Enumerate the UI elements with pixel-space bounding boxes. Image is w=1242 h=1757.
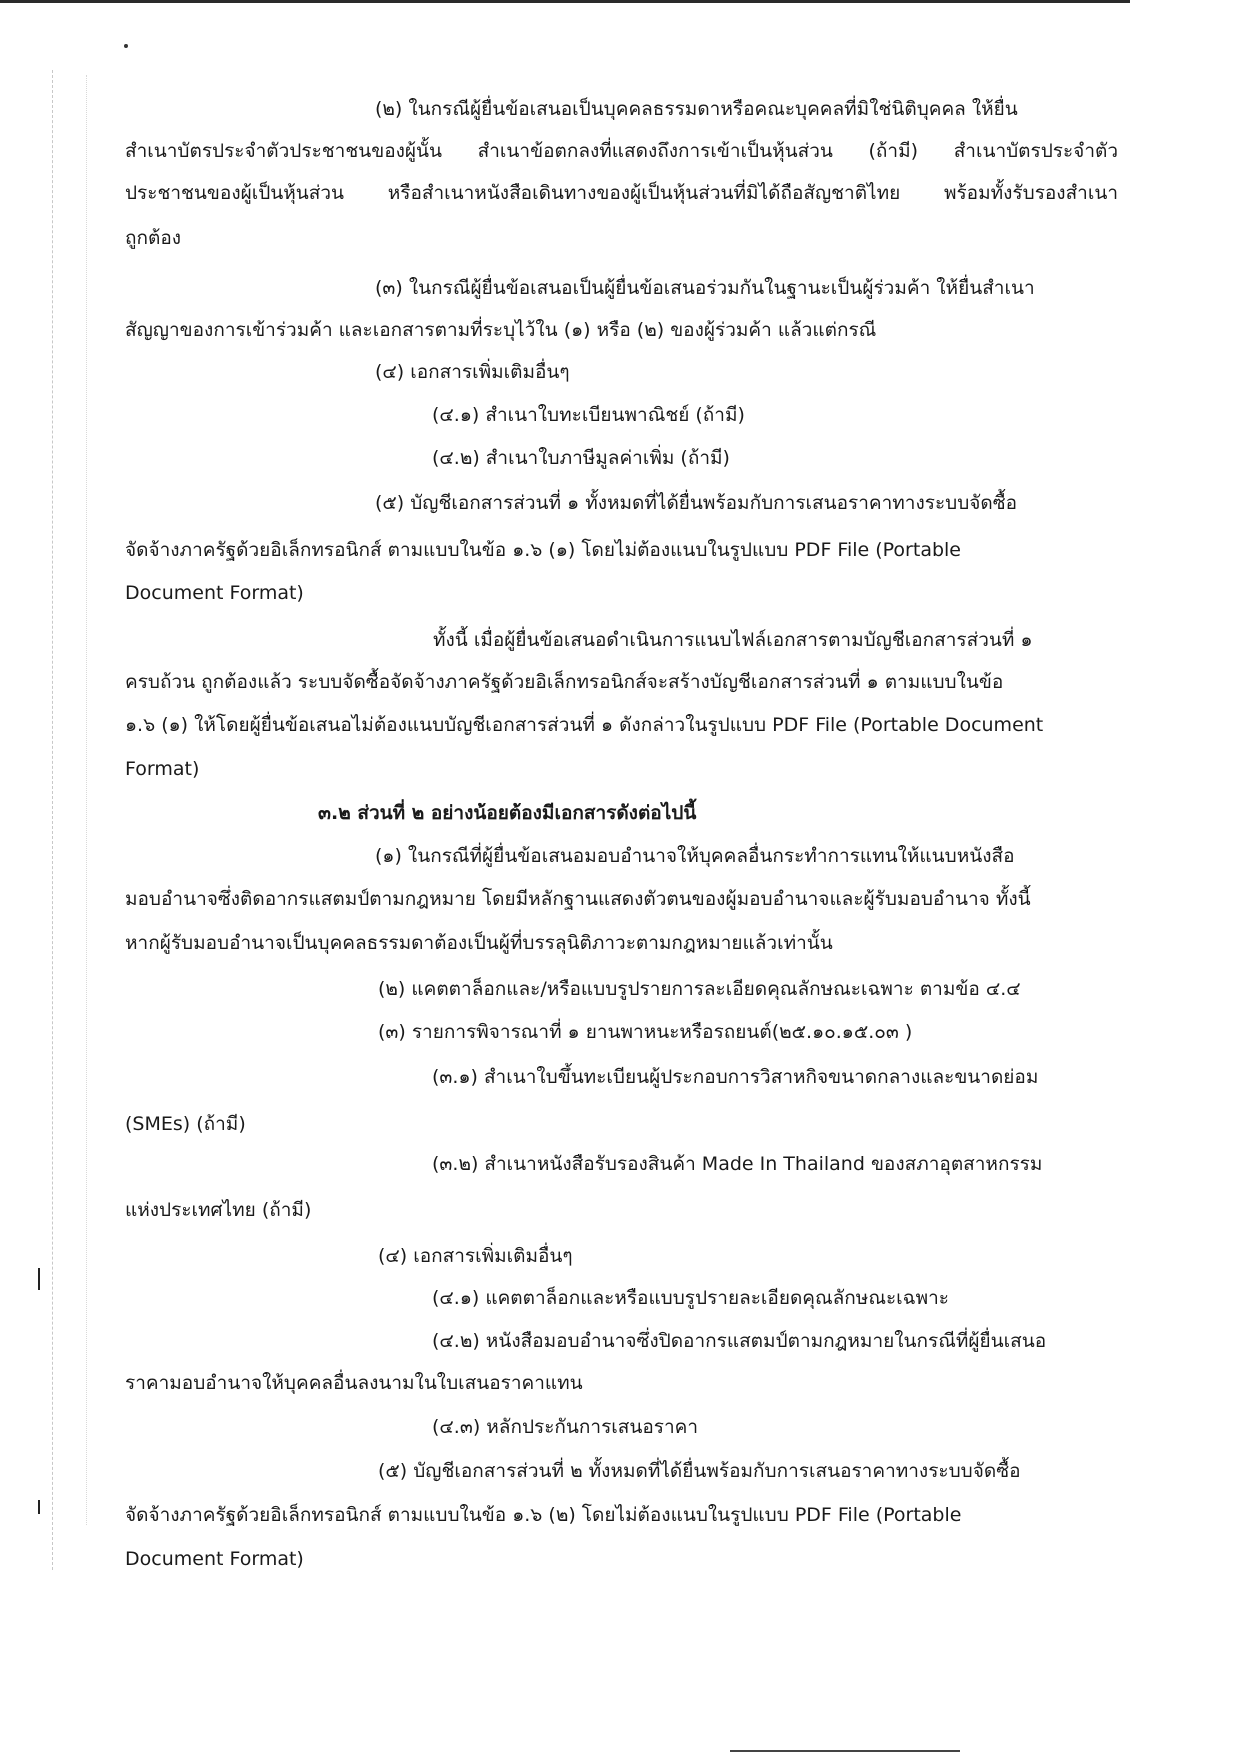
paragraph-line: (๒) ในกรณีผู้ยื่นข้อเสนอเป็นบุคคลธรรมดาหรือคณะบุคคลที่มิใช่นิติบุคคล ให้ยื่น (375, 98, 1018, 120)
list-item: (๔) เอกสารเพิ่มเติมอื่นๆ (378, 1245, 573, 1267)
paragraph-line: (๕) บัญชีเอกสารส่วนที่ ๒ ทั้งหมดที่ได้ยื่นพร้อมกับการเสนอราคาทางระบบจัดซื้อ (378, 1460, 1021, 1482)
section-heading: ๓.๒ ส่วนที่ ๒ อย่างน้อยต้องมีเอกสารดังต่อไปนี้ (318, 802, 697, 824)
scan-mark (38, 1268, 40, 1290)
paragraph-line: สัญญาของการเข้าร่วมค้า และเอกสารตามที่ระบุไว้ใน (๑) หรือ (๒) ของผู้ร่วมค้า แล้วแต่กรณี (125, 319, 877, 341)
scan-mark (38, 1500, 40, 1514)
paragraph-line: สำเนาบัตรประจำตัวประชาชนของผู้นั้น สำเนาข้อตกลงที่แสดงถึงการเข้าเป็นหุ้นส่วน (ถ้ามี) สำเนาบัตรประจำตัว (125, 140, 1118, 162)
paragraph-line: (๓) ในกรณีผู้ยื่นข้อเสนอเป็นผู้ยื่นข้อเสนอร่วมกันในฐานะเป็นผู้ร่วมค้า ให้ยื่นสำเนา (375, 277, 1035, 299)
paragraph-line: มอบอำนาจซึ่งติดอากรแสตมป์ตามกฎหมาย โดยมีหลักฐานแสดงตัวตนของผู้มอบอำนาจและผู้รับมอบอำนาจ ทั้งนี้ (125, 888, 1031, 910)
paragraph-line: Format) (125, 758, 200, 780)
paragraph-line: จัดจ้างภาครัฐด้วยอิเล็กทรอนิกส์ ตามแบบในข้อ ๑.๖ (๒) โดยไม่ต้องแนบในรูปแบบ PDF File (Portable (125, 1504, 962, 1526)
paragraph-line: ประชาชนของผู้เป็นหุ้นส่วน หรือสำเนาหนังสือเดินทางของผู้เป็นหุ้นส่วนที่มิได้ถือสัญชาติไทย พร้อมทั้งรับรองสำเนา (125, 182, 1118, 204)
scan-speck (124, 44, 128, 48)
list-item: (๒) แคตตาล็อกและ/หรือแบบรูปรายการละเอียดคุณลักษณะเฉพาะ ตามข้อ ๔.๔ (378, 978, 1021, 1000)
list-item: (๔.๒) สำเนาใบภาษีมูลค่าเพิ่ม (ถ้ามี) (432, 447, 730, 469)
paragraph-line: Document Format) (125, 582, 304, 604)
paragraph-line: Document Format) (125, 1548, 304, 1570)
paragraph-line: แห่งประเทศไทย (ถ้ามี) (125, 1199, 312, 1221)
paragraph-line: จัดจ้างภาครัฐด้วยอิเล็กทรอนิกส์ ตามแบบในข้อ ๑.๖ (๑) โดยไม่ต้องแนบในรูปแบบ PDF File (Portable (125, 539, 961, 561)
paragraph-line: (๑) ในกรณีที่ผู้ยื่นข้อเสนอมอบอำนาจให้บุคคลอื่นกระทำการแทนให้แนบหนังสือ (375, 845, 1015, 867)
list-item: (๔.๒) หนังสือมอบอำนาจซึ่งปิดอากรแสตมป์ตามกฎหมายในกรณีที่ผู้ยื่นเสนอ (432, 1330, 1047, 1352)
scan-edge-bottom (730, 1750, 960, 1752)
scan-margin-noise (86, 75, 89, 1525)
scan-edge-top (0, 0, 1130, 3)
paragraph-line: ๑.๖ (๑) ให้โดยผู้ยื่นข้อเสนอไม่ต้องแนบบัญชีเอกสารส่วนที่ ๑ ดังกล่าวในรูปแบบ PDF File (Portable Document (125, 714, 1044, 736)
paragraph-line: (SMEs) (ถ้ามี) (125, 1113, 246, 1135)
paragraph-line: ราคามอบอำนาจให้บุคคลอื่นลงนามในใบเสนอราคาแทน (125, 1372, 583, 1394)
list-item: (๔.๑) สำเนาใบทะเบียนพาณิชย์ (ถ้ามี) (432, 404, 745, 426)
list-item: (๓.๑) สำเนาใบขึ้นทะเบียนผู้ประกอบการวิสาหกิจขนาดกลางและขนาดย่อม (432, 1066, 1039, 1088)
list-item: (๔) เอกสารเพิ่มเติมอื่นๆ (375, 361, 570, 383)
paragraph-line: ถูกต้อง (125, 227, 182, 249)
scan-margin-noise (52, 70, 55, 1570)
list-item: (๓) รายการพิจารณาที่ ๑ ยานพาหนะหรือรถยนต์(๒๕.๑๐.๑๕.๐๓ ) (378, 1021, 913, 1043)
list-item: (๔.๑) แคตตาล็อกและหรือแบบรูปรายละเอียดคุณลักษณะเฉพาะ (432, 1287, 949, 1309)
paragraph-line: ครบถ้วน ถูกต้องแล้ว ระบบจัดซื้อจัดจ้างภาครัฐด้วยอิเล็กทรอนิกส์จะสร้างบัญชีเอกสารส่วนที่ ๑ ตามแบบในข้อ (125, 671, 1004, 693)
paragraph-line: (๕) บัญชีเอกสารส่วนที่ ๑ ทั้งหมดที่ได้ยื่นพร้อมกับการเสนอราคาทางระบบจัดซื้อ (375, 492, 1018, 514)
paragraph-line: หากผู้รับมอบอำนาจเป็นบุคคลธรรมดาต้องเป็นผู้ที่บรรลุนิติภาวะตามกฎหมายแล้วเท่านั้น (125, 932, 833, 954)
list-item: (๔.๓) หลักประกันการเสนอราคา (432, 1416, 699, 1438)
paragraph-line: ทั้งนี้ เมื่อผู้ยื่นข้อเสนอดำเนินการแนบไฟล์เอกสารตามบัญชีเอกสารส่วนที่ ๑ (433, 629, 1033, 651)
list-item: (๓.๒) สำเนาหนังสือรับรองสินค้า Made In Thailand ของสภาอุตสาหกรรม (432, 1153, 1043, 1175)
